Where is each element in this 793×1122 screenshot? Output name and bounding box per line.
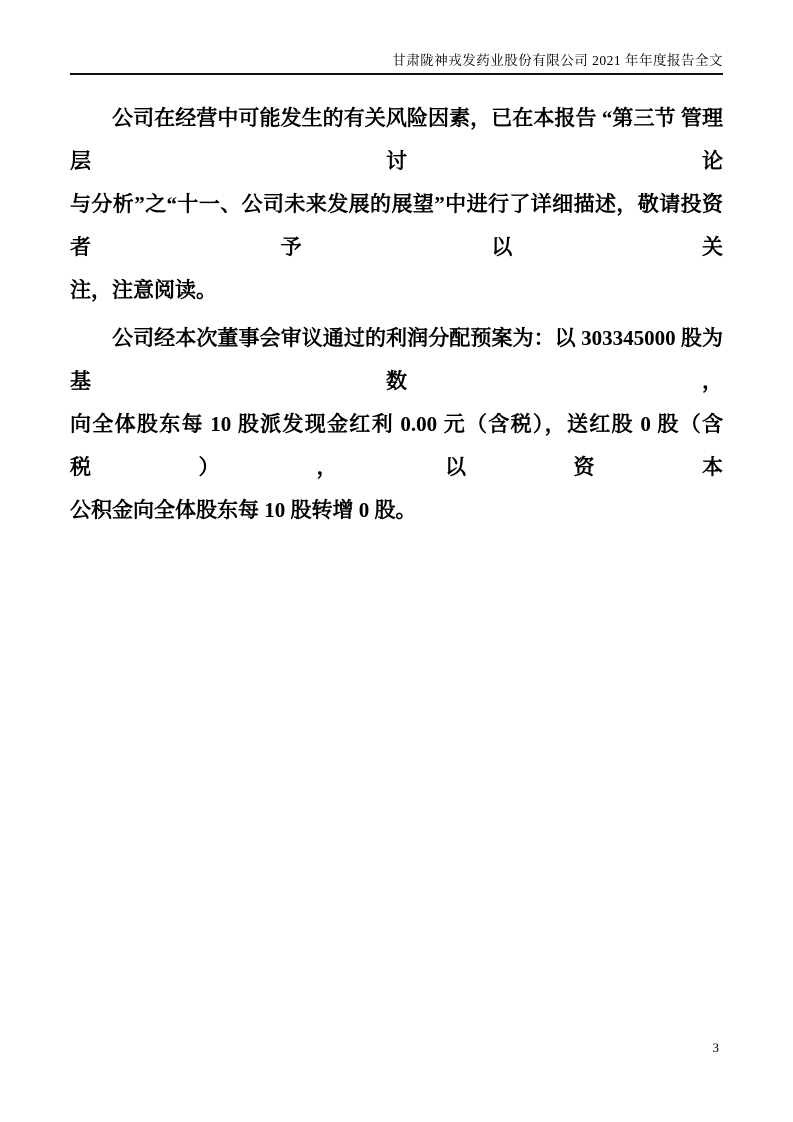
body-line: 与分析”之“十一、公司未来发展的展望”中进行了详细描述，敬请投资者予以关 [70,192,723,259]
page-number: 3 [712,1040,719,1055]
paragraph-profit-distribution [70,317,723,532]
body-line: 公积金向全体股东每 10 股转增 0 股。 [70,498,417,522]
body-line: 注，注意阅读。 [70,278,217,302]
body-line: 公司经本次董事会审议通过的利润分配预案为：以 303345000 股为基数， [70,326,723,393]
document-body [70,97,723,532]
body-line: 向全体股东每 10 股派发现金红利 0.00 元（含税），送红股 0 股（含税），以资本 [70,412,723,479]
body-line: 公司在经营中可能发生的有关风险因素，已在本报告 “第三节 管理层讨论 [70,106,723,173]
page-header [70,0,723,75]
header-title: 甘肃陇神戎发药业股份有限公司 2021 年年度报告全文 [392,53,723,68]
paragraph-risk-notice [70,97,723,312]
